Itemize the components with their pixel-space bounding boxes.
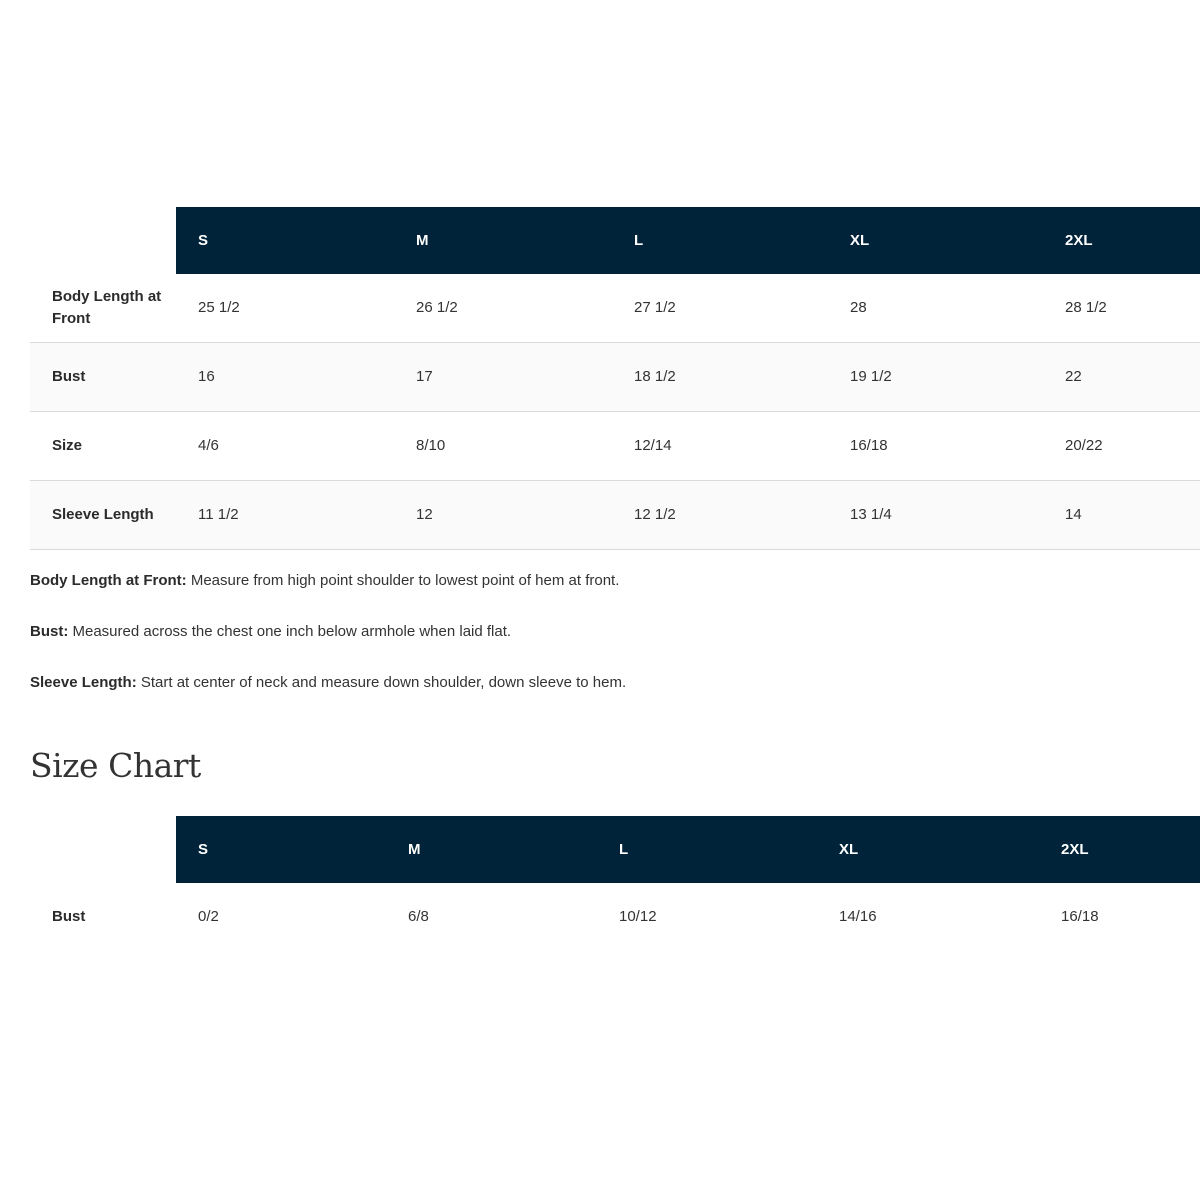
- column-header-xl: XL: [850, 232, 870, 249]
- table-header-row: [30, 207, 1200, 274]
- column-header-2xl: 2XL: [1061, 841, 1089, 858]
- column-header-m: M: [408, 841, 421, 858]
- table-cell: 14: [1065, 506, 1082, 523]
- table-cell: 12 1/2: [634, 506, 676, 523]
- table-cell: 27 1/2: [634, 299, 676, 316]
- table-cell: 12: [416, 506, 433, 523]
- note-sleeve-length: [30, 674, 626, 691]
- table-cell: 13 1/4: [850, 506, 892, 523]
- table-row-sleeve-length: [30, 481, 1200, 550]
- table-cell: 26 1/2: [416, 299, 458, 316]
- table-cell: 8/10: [416, 437, 446, 454]
- table-row-body-length: [30, 274, 1200, 343]
- table-header-background: [176, 816, 1200, 883]
- table-cell: 28 1/2: [1065, 299, 1107, 316]
- table-cell: 16/18: [850, 437, 888, 454]
- row-label-bust: Bust: [52, 368, 86, 385]
- column-header-s: S: [198, 841, 209, 858]
- column-header-m: M: [416, 232, 429, 249]
- table-header-row: [30, 816, 1200, 883]
- size-chart-title: Size Chart: [30, 746, 201, 785]
- table-row-size: [30, 412, 1200, 481]
- note-bust: [30, 623, 511, 640]
- row-label-size: Size: [52, 437, 83, 454]
- column-header-2xl: 2XL: [1065, 232, 1093, 249]
- note-term: Bust:: [30, 623, 69, 640]
- note-term: Body Length at Front:: [30, 572, 187, 589]
- column-header-s: S: [198, 232, 209, 249]
- table-cell: 22: [1065, 368, 1082, 385]
- row-label-sleeve-length: Sleeve Length: [52, 506, 154, 523]
- table-cell: 16/18: [1061, 908, 1099, 925]
- table-cell: 11 1/2: [198, 506, 239, 523]
- note-term: Sleeve Length:: [30, 674, 137, 691]
- table-cell: 14/16: [839, 908, 877, 925]
- table-row-bust: [30, 343, 1200, 412]
- note-body-length: [30, 572, 619, 589]
- column-header-xl: XL: [839, 841, 859, 858]
- column-header-l: L: [619, 841, 629, 858]
- table-cell: 28: [850, 299, 867, 316]
- table-header-background: [176, 207, 1200, 274]
- measurements-table: [30, 207, 1200, 550]
- table-cell: 10/12: [619, 908, 657, 925]
- table-cell: 20/22: [1065, 437, 1103, 454]
- size-chart-table: [30, 816, 1200, 951]
- table-cell: 6/8: [408, 908, 429, 925]
- row-label-bust: Bust: [52, 908, 86, 925]
- table-cell: 25 1/2: [198, 299, 240, 316]
- table-cell: 12/14: [634, 437, 672, 454]
- note-text: Measured across the chest one inch below armhole when laid flat.: [68, 623, 512, 640]
- table-cell: 0/2: [198, 908, 219, 925]
- column-header-l: L: [634, 232, 644, 249]
- note-text: Measure from high point shoulder to lowest point of hem at front.: [186, 572, 620, 589]
- note-text: Start at center of neck and measure down shoulder, down sleeve to hem.: [136, 674, 627, 691]
- table-cell: 4/6: [198, 437, 219, 454]
- table-cell: 16: [198, 368, 215, 385]
- table-cell: 18 1/2: [634, 368, 676, 385]
- table-row-bust: [30, 883, 1200, 951]
- table-cell: 17: [416, 368, 433, 385]
- row-label-body-length: Body Length at Front: [52, 288, 162, 327]
- table-cell: 19 1/2: [850, 368, 892, 385]
